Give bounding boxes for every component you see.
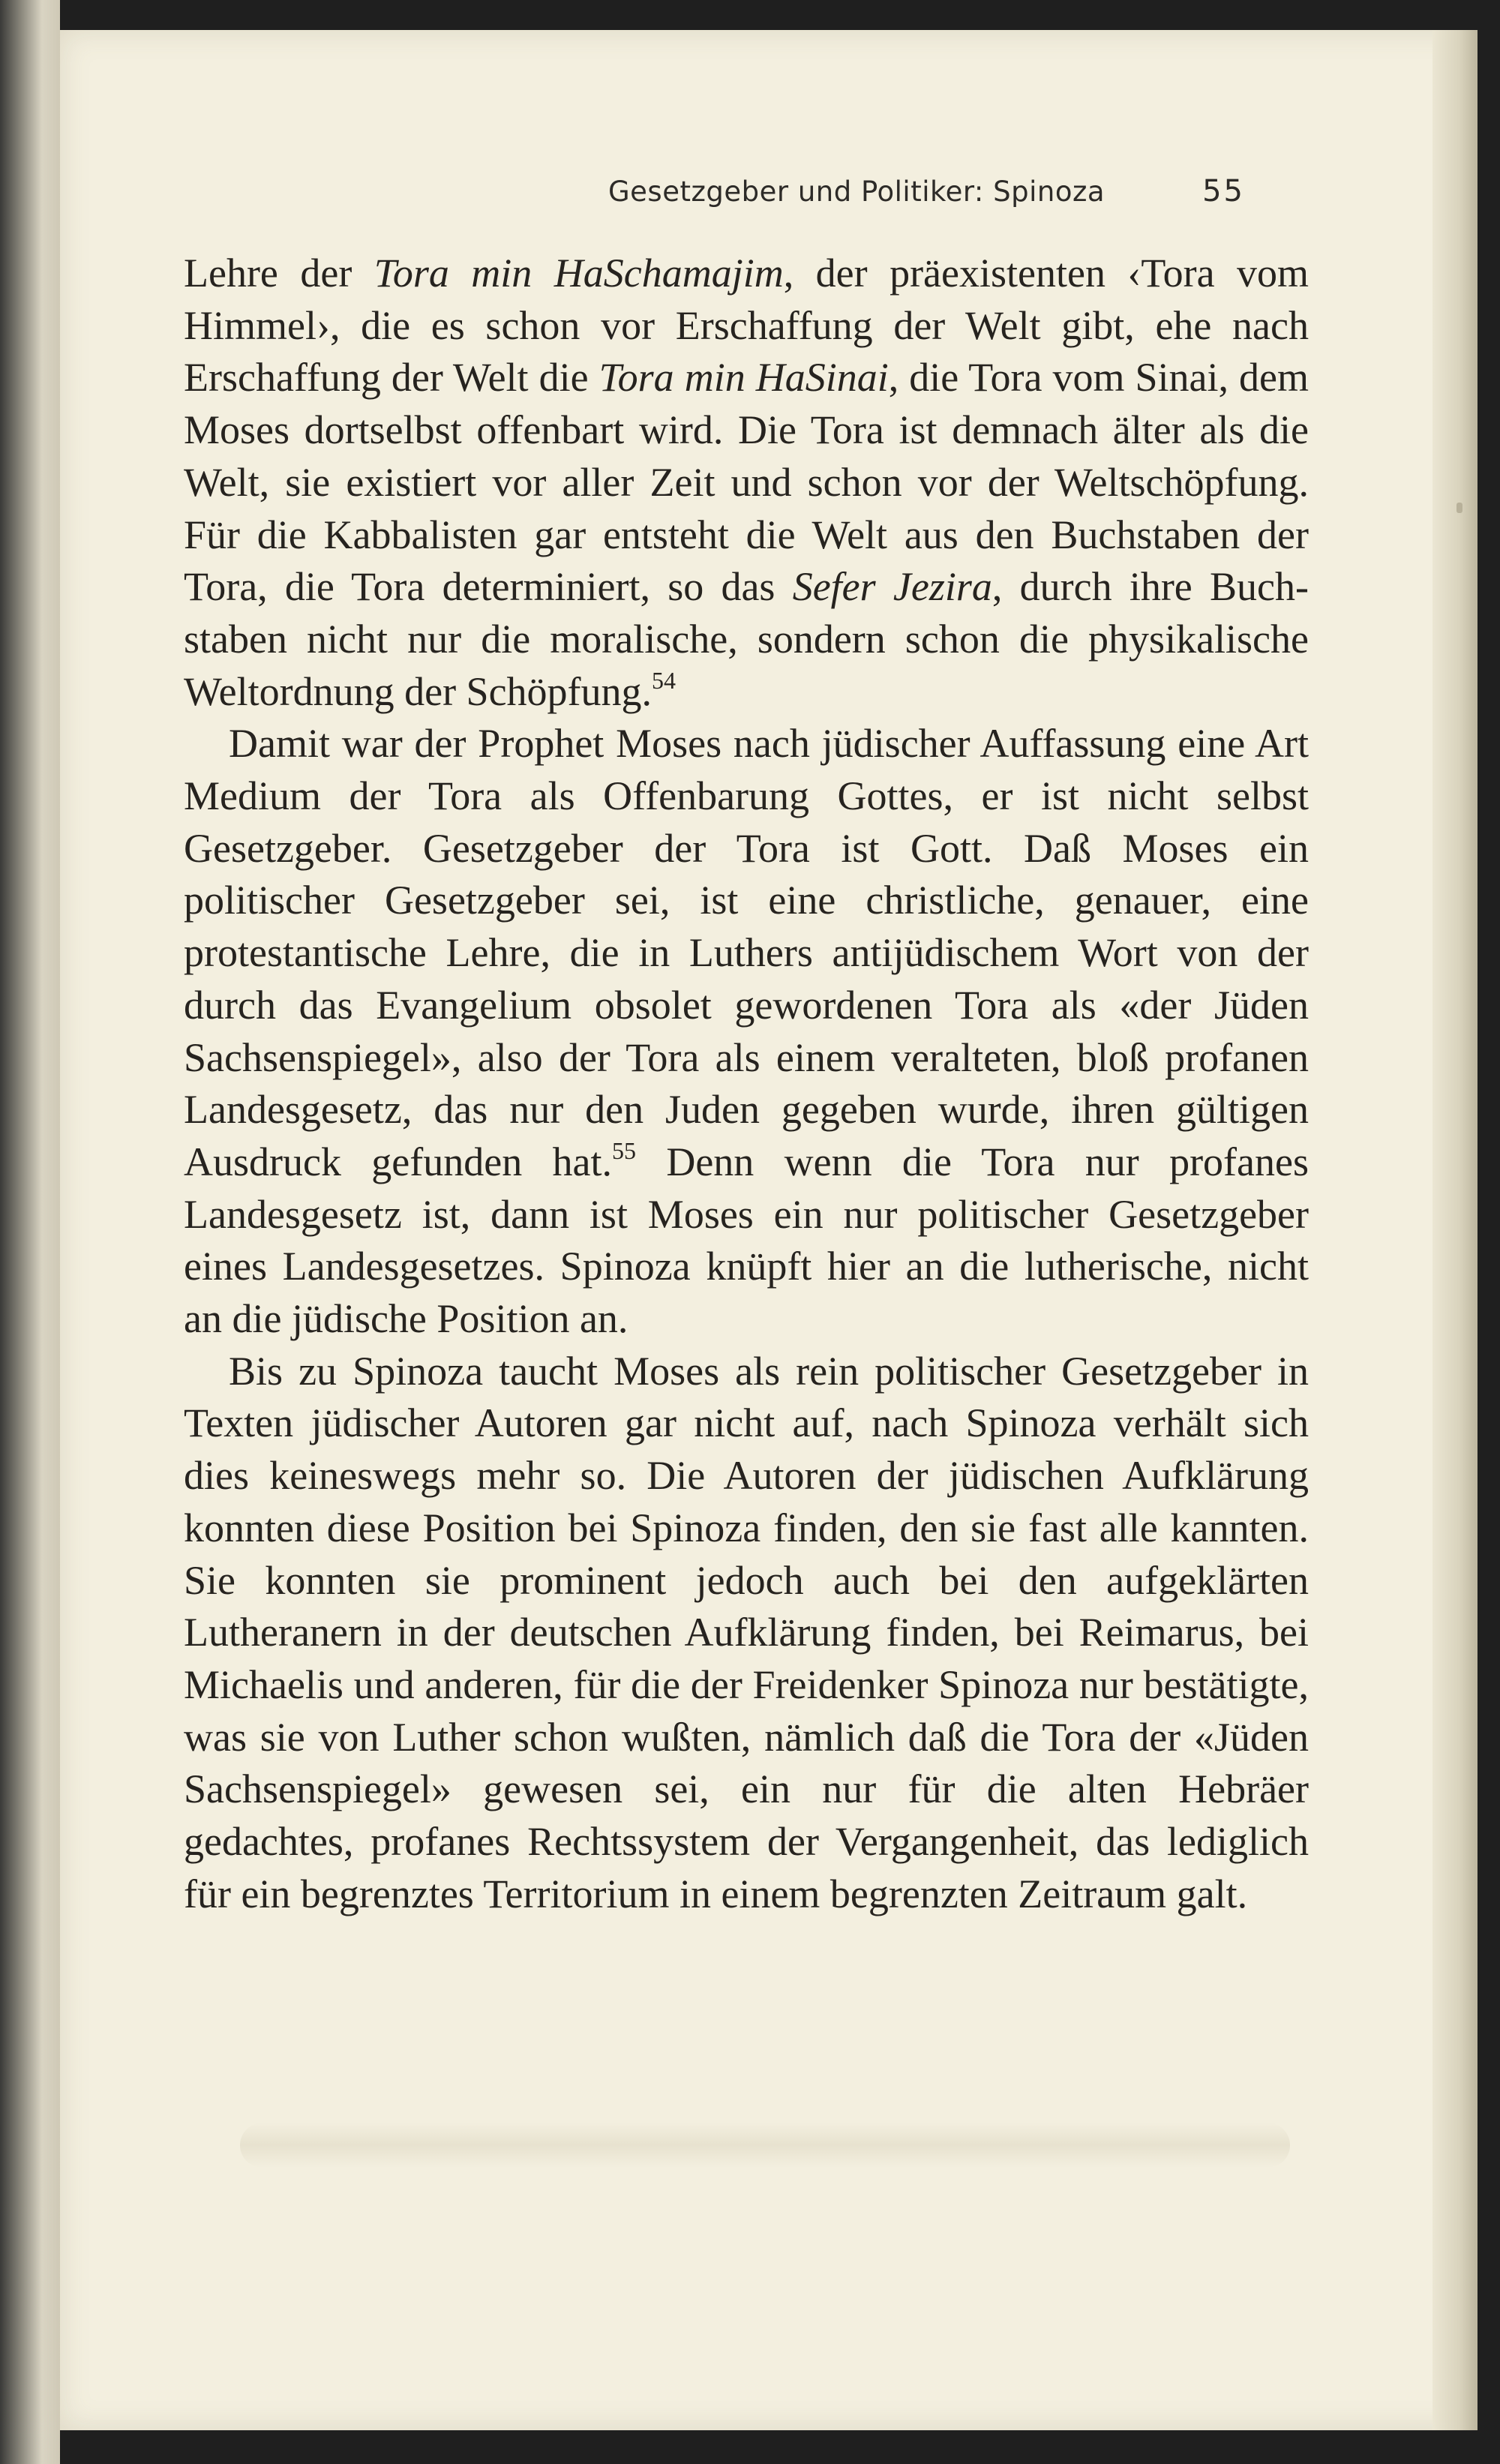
page-edge-shadow	[1432, 30, 1478, 2430]
running-head	[60, 161, 1245, 221]
show-through-text	[240, 2123, 1290, 2168]
text-run: Damit war der Prophet Moses nach jüdischer Auffassung eine Art Medium der Tora als Offenbarung Gottes, er ist nicht selbst Gesetzgeber. Gesetzgeber der Tora ist Gott. Daß Moses ein politischer Gesetzgeber sei, ist eine christliche, genauer, eine protestantische Lehre, die in Luthers antijüdischem Wort von der durch das Evangelium obsolet gewordenen Tora als «der Jüden Sachsenspiegel», also der Tora als einem veralteten, bloß profanen Landesgesetz, das nur den Juden gegeben wurde, ihren gültigen Ausdruck gefunden hat.	[184, 721, 1309, 1184]
text-run: Bis zu Spinoza taucht Moses als rein politischer Gesetzgeber in Texten jüdischer Autoren gar nicht auf, nach Spinoza verhält sich dies keineswegs mehr so. Die Autoren der jüdischen Aufklärung konnten diese Position bei Spinoza finden, den sie fast alle kannten. Sie konnten sie prominent jedoch auch bei den aufgeklärten Lutheranern in der deutschen Aufklärung finden, bei Reimarus, bei Michaelis und anderen, für die der Freidenker Spinoza nur bestätigte, was sie von Luther schon wußten, nämlich daß die Tora der «Jüden Sachsenspiegel» gewesen sei, ein nur für die alten Hebräer gedachtes, profanes Rechtssystem der Vergangenheit, das lediglich für ein begrenztes Territorium in einem begrenzten Zeitraum galt.	[184, 1348, 1309, 1916]
footnote-reference: 54	[652, 666, 676, 694]
footnote-reference: 55	[612, 1136, 637, 1164]
text-run: , der präexistenten ‹Tora vom Himmel›, die es schon vor Erschaffung der Welt gibt, ehe nach Erschaffung der Welt die	[184, 251, 1309, 401]
page-number: 55	[1202, 174, 1245, 209]
paragraph	[184, 718, 1309, 1345]
text-run: Lehre der	[184, 251, 374, 296]
italic-title: Sefer Jezira	[792, 564, 992, 610]
text-run: Denn wenn die Tora nur profanes Landesgesetz ist, dann ist Moses ein nur politischer Gesetzgeber eines Landesgesetzes. Spinoza knüpft hier an die lutherische, nicht an die jüdische Position an.	[184, 1139, 1309, 1342]
running-head-title: Gesetzgeber und Politiker: Spinoza	[608, 175, 1106, 208]
paragraph	[184, 1346, 1309, 1921]
paper-speck	[1456, 503, 1462, 513]
previous-page-edge	[0, 0, 60, 2464]
book-page	[60, 30, 1478, 2430]
italic-title: Tora min HaSchamajim	[374, 251, 784, 296]
text-run: , durch ihre Buchstaben nicht nur die moralische, sondern schon die physikalische Weltordnung der Schöpfung.	[184, 564, 1309, 714]
paragraph	[184, 248, 1309, 718]
body-text	[184, 248, 1309, 1921]
text-run: , die Tora vom Sinai, dem Moses dortselbst offenbart wird. Die Tora ist demnach älter als die Welt, sie existiert vor aller Zeit und schon vor der Weltschöpfung. Für die Kabbalisten gar entsteht die Welt aus den Buchstaben der Tora, die Tora determiniert, so das	[184, 355, 1310, 610]
italic-title: Tora min HaSinai	[598, 355, 889, 401]
